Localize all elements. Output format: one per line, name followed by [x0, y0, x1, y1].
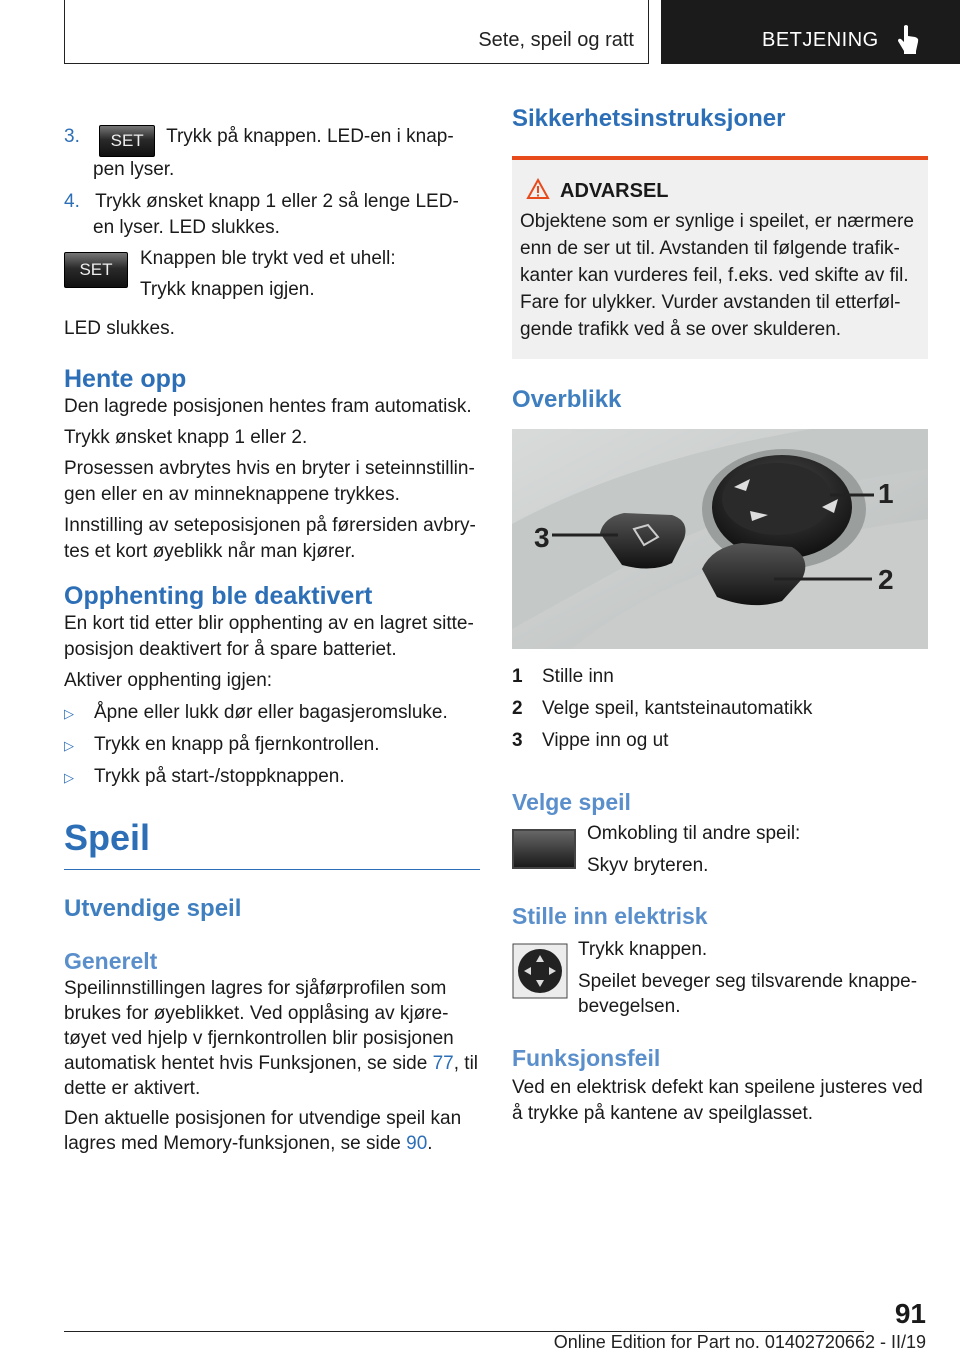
velge-block [512, 821, 928, 881]
note-block [64, 246, 482, 310]
overblikk-heading: Overblikk [512, 386, 622, 413]
note-text: Knappen ble trykt ved et uhell: [140, 248, 396, 269]
warning-box [512, 156, 928, 359]
mirror-adjust-button-icon [512, 943, 568, 999]
paragraph: Prosessen avbrytes hvis en bryter i seteinnstillin- gen eller en av minneknappene trykkes. [64, 458, 475, 505]
set-button-image: SET [64, 252, 128, 288]
legend-item: 1 Stille inn [512, 666, 614, 687]
funksjonsfeil-heading: Funksjonsfeil [512, 1045, 661, 1071]
velge-speil-heading: Velge speil [512, 789, 631, 815]
step-number: 3. [64, 126, 80, 147]
callout-2: 2 [878, 564, 894, 595]
paragraph: Ved en elektrisk defekt kan speilene justeres ved å trykke på kantene av speilglasset. [512, 1077, 923, 1124]
triangle-bullet-icon: ▷ [64, 770, 74, 785]
set-button-image: SET [99, 125, 155, 157]
paragraph: Speilinnstillingen lagres for sjåførprofilen som brukes for øyeblikket. Ved opplåsing av kjøre- tøyet ved hjelp v fjernkontrollen blir posisjonen automatisk hentet hvis Funksjonen, se side 77, til dette er aktivert. [64, 978, 479, 1099]
paragraph: Innstilling av seteposisjonen på førersiden avbry- tes et kort øyeblikk når man kjører. [64, 515, 476, 562]
triangle-bullet-icon: ▷ [64, 706, 74, 721]
step-text: pen lyser. [93, 159, 175, 180]
header-section-box [64, 0, 649, 64]
paragraph: Den aktuelle posisjonen for utvendige speil kan lagres med Memory-funksjonen, se side 90. [64, 1108, 462, 1154]
hente-opp-heading: Hente opp [64, 365, 187, 393]
legend-item: 2 Velge speil, kantsteinautomatikk [512, 698, 813, 719]
hand-pointer-icon [895, 24, 921, 54]
footer-edition: Online Edition for Part no. 01402720662 - II/19 [553, 1332, 926, 1352]
deaktivert-heading: Opphenting ble deaktivert [64, 582, 373, 610]
step-number: 4. [64, 191, 80, 212]
legend-item: 3 Vippe inn og ut [512, 730, 669, 751]
generelt-heading: Generelt [64, 948, 158, 974]
triangle-bullet-icon: ▷ [64, 738, 74, 753]
bullet-item: ▷ Åpne eller lukk dør eller bagasjeromsluke. [64, 700, 482, 727]
page-number: 91 [894, 1298, 926, 1329]
led-off-text: LED slukkes. [64, 318, 175, 339]
stille-block [512, 937, 928, 1027]
step-text: Trykk ønsket knapp 1 eller 2 så lenge LED- [95, 191, 459, 212]
paragraph: Omkobling til andre speil: [587, 823, 801, 844]
warning-title-row [520, 178, 920, 204]
sikkerhet-heading: Sikkerhetsinstruksjoner [512, 105, 786, 132]
paragraph: Trykk ønsket knapp 1 eller 2. [64, 427, 308, 448]
page-link-77[interactable]: 77 [432, 1053, 454, 1074]
paragraph: En kort tid etter blir opphenting av en lagret sitte- posisjon deaktivert for å spare batteriet. [64, 613, 474, 660]
step-4 [64, 189, 482, 241]
paragraph: Den lagrede posisjonen hentes fram automatisk. [64, 396, 472, 417]
callout-1: 1 [878, 478, 894, 509]
figure-legend [512, 661, 928, 757]
paragraph: Aktiver opphenting igjen: [64, 670, 273, 691]
note-text: Trykk knappen igjen. [140, 279, 315, 300]
utvendige-speil-heading: Utvendige speil [64, 895, 242, 922]
bullet-item: ▷ Trykk en knapp på fjernkontrollen. [64, 732, 482, 759]
right-column [512, 104, 928, 1132]
left-column [64, 124, 482, 1161]
callout-3: 3 [534, 522, 550, 553]
header-section-title: Sete, speil og ratt [478, 29, 634, 51]
warning-title: ADVARSEL [560, 180, 669, 202]
stille-inn-heading: Stille inn elektrisk [512, 903, 708, 929]
step-text: Trykk på knappen. LED-en i knap- [166, 126, 454, 147]
rocker-switch-image [512, 829, 576, 869]
step-text: en lyser. LED slukkes. [93, 217, 280, 238]
bullet-item: ▷ Trykk på start-/stoppknappen. [64, 764, 482, 791]
header-chapter-box [661, 0, 960, 64]
mirror-switch-figure [512, 429, 928, 649]
warning-text: Objektene som er synlige i speilet, er nærmere enn de ser ut til. Avstanden til følgende trafik- kanter kan vurderes feil, f.eks. ved skifte av fil. Fare for ulykker. Vurder avstanden til etterføl- gende trafikk ved å se over skulderen. [520, 211, 914, 340]
section-divider [64, 869, 480, 870]
paragraph: Skyv bryteren. [587, 855, 709, 876]
step-3 [64, 124, 482, 183]
header-chapter-title: BETJENING [762, 29, 879, 51]
warning-triangle-icon [526, 178, 550, 200]
speil-heading: Speil [64, 817, 151, 858]
page-link-90[interactable]: 90 [406, 1133, 428, 1154]
paragraph: Speilet beveger seg tilsvarende knappe- bevegelsen. [578, 971, 918, 1017]
paragraph: Trykk knappen. [578, 939, 708, 960]
